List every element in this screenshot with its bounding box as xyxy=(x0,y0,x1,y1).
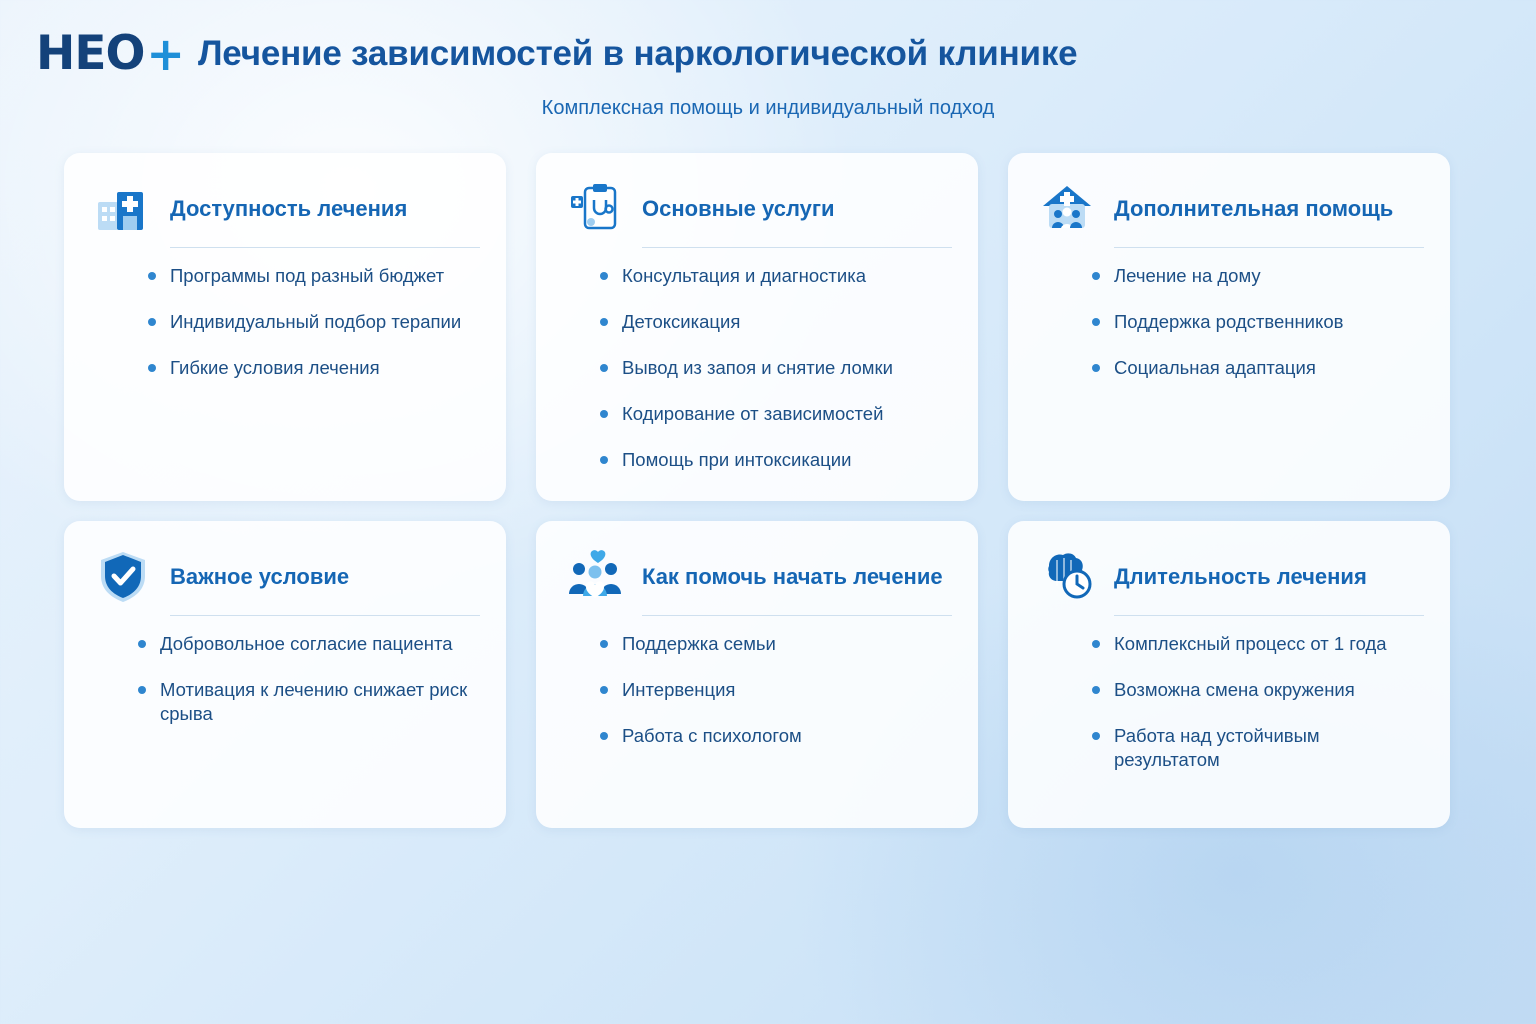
list-item: Консультация и диагностика xyxy=(596,264,952,288)
card-list xyxy=(562,264,952,472)
card-header xyxy=(562,543,952,609)
list-item: Интервенция xyxy=(596,678,952,702)
card-title: Длительность лечения xyxy=(1114,564,1367,589)
home-care-icon xyxy=(1034,175,1100,241)
title-divider xyxy=(170,247,480,248)
list-item: Социальная адаптация xyxy=(1088,356,1424,380)
card-list xyxy=(90,632,480,726)
list-item: Работа над устойчивым результатом xyxy=(1088,724,1424,772)
title-divider xyxy=(642,615,952,616)
card-list xyxy=(90,264,480,380)
card-list xyxy=(562,632,952,748)
list-item: Лечение на дому xyxy=(1088,264,1424,288)
list-item: Добровольное согласие пациента xyxy=(134,632,480,656)
cards-grid xyxy=(0,120,1536,828)
list-item: Возможна смена окружения xyxy=(1088,678,1424,702)
card-header xyxy=(90,175,480,241)
list-item: Работа с психологом xyxy=(596,724,952,748)
card-additional-help xyxy=(1008,153,1450,501)
card-title: Важное условие xyxy=(170,564,350,589)
card-title: Основные услуги xyxy=(642,196,835,221)
brand-logo-plus-icon: + xyxy=(146,26,184,81)
shield-check-icon xyxy=(90,543,156,609)
title-divider xyxy=(1114,247,1424,248)
card-list xyxy=(1034,264,1424,380)
card-header xyxy=(90,543,480,609)
card-header xyxy=(1034,543,1424,609)
list-item: Гибкие условия лечения xyxy=(144,356,480,380)
card-main-services xyxy=(536,153,978,501)
brand-logo xyxy=(36,26,184,81)
card-title: Как помочь начать лечение xyxy=(642,564,943,589)
list-item: Кодирование от зависимостей xyxy=(596,402,952,426)
clipboard-stethoscope-icon xyxy=(562,175,628,241)
title-divider xyxy=(170,615,480,616)
title-divider xyxy=(642,247,952,248)
list-item: Детоксикация xyxy=(596,310,952,334)
list-item: Вывод из запоя и снятие ломки xyxy=(596,356,952,380)
list-item: Помощь при интоксикации xyxy=(596,448,952,472)
card-how-to-start xyxy=(536,521,978,828)
card-important-condition xyxy=(64,521,506,828)
card-header xyxy=(1034,175,1424,241)
brain-clock-icon xyxy=(1034,543,1100,609)
card-treatment-duration xyxy=(1008,521,1450,828)
list-item: Поддержка семьи xyxy=(596,632,952,656)
title-divider xyxy=(1114,615,1424,616)
list-item: Индивидуальный подбор терапии xyxy=(144,310,480,334)
brand-logo-text: HEO xyxy=(36,26,145,81)
list-item: Мотивация к лечению снижает риск срыва xyxy=(134,678,480,726)
page-subtitle: Комплексная помощь и индивидуальный подход xyxy=(541,97,995,119)
hospital-icon xyxy=(90,175,156,241)
page-title: Лечение зависимостей в наркологической клинике xyxy=(197,33,1078,73)
card-treatment-availability xyxy=(64,153,506,501)
list-item: Поддержка родственников xyxy=(1088,310,1424,334)
card-title: Доступность лечения xyxy=(170,196,408,221)
card-title: Дополнительная помощь xyxy=(1114,196,1394,221)
family-heart-icon xyxy=(562,543,628,609)
card-header xyxy=(562,175,952,241)
list-item: Комплексный процесс от 1 года xyxy=(1088,632,1424,656)
list-item: Программы под разный бюджет xyxy=(144,264,480,288)
card-list xyxy=(1034,632,1424,772)
header xyxy=(0,0,1536,81)
